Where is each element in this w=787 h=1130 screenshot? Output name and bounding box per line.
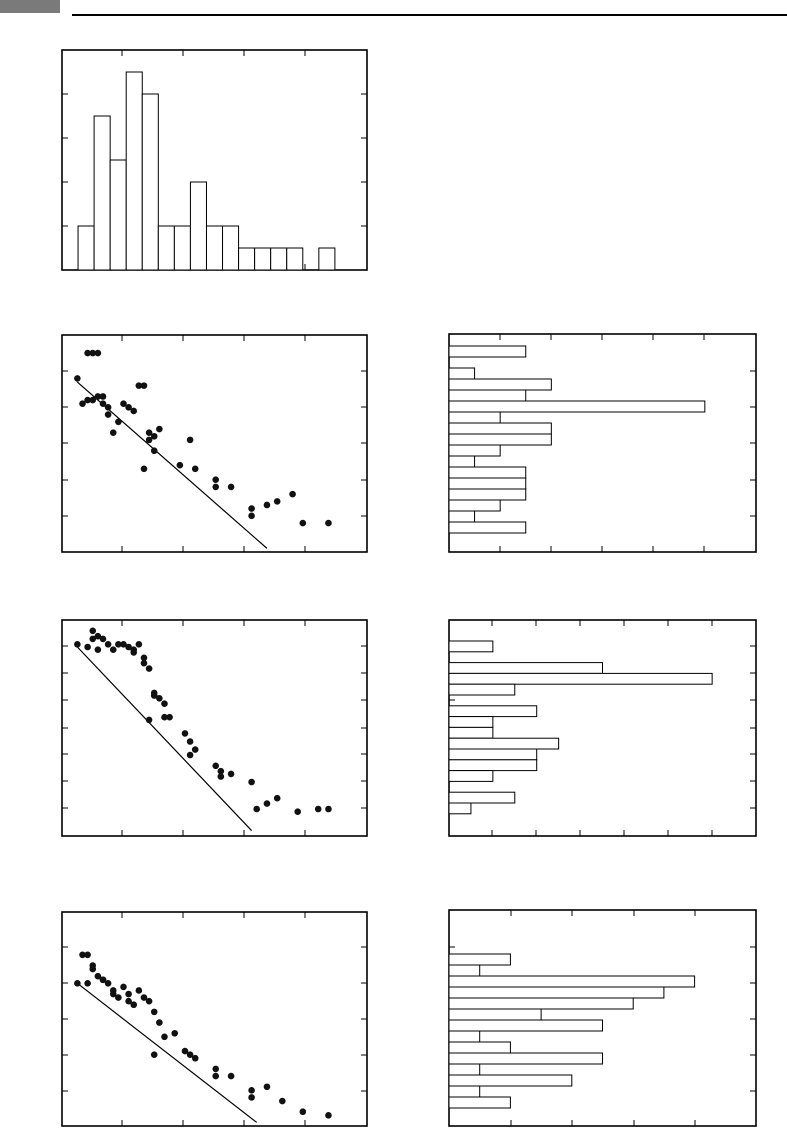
hist-bar xyxy=(319,248,335,270)
plot-frame xyxy=(62,620,367,836)
hbar-bar xyxy=(449,760,537,771)
data-point xyxy=(192,466,199,473)
data-point xyxy=(120,984,127,991)
hbar-bar xyxy=(449,1097,510,1108)
data-point xyxy=(294,808,301,815)
data-point xyxy=(151,1051,158,1058)
data-point xyxy=(156,426,163,433)
data-point xyxy=(95,350,102,357)
data-point xyxy=(151,1009,158,1016)
hbar-bar xyxy=(449,467,526,478)
hbar-bar xyxy=(449,1020,603,1031)
data-point xyxy=(177,462,184,469)
hist-bar xyxy=(206,226,222,270)
data-point xyxy=(192,746,199,753)
panel-hbar-2 xyxy=(449,620,756,836)
data-point xyxy=(89,966,96,973)
hbar-bar xyxy=(449,368,475,379)
hbar-bar xyxy=(449,346,526,357)
data-point xyxy=(248,513,255,520)
panel-scatter-2 xyxy=(62,620,367,836)
plot-frame xyxy=(62,335,367,552)
data-point xyxy=(228,484,235,491)
hist-bar xyxy=(255,248,271,270)
data-point xyxy=(95,646,102,653)
hbar-bar xyxy=(449,717,493,728)
data-point xyxy=(253,806,260,813)
hist-bar xyxy=(287,248,303,270)
hbar-bar xyxy=(449,1064,480,1075)
data-point xyxy=(218,773,225,780)
data-point xyxy=(274,795,281,802)
hbar-bar xyxy=(449,1009,541,1020)
data-point xyxy=(187,752,194,759)
data-point xyxy=(146,717,153,724)
hist-bar xyxy=(78,226,94,270)
data-point xyxy=(105,641,112,648)
data-point xyxy=(325,1112,332,1119)
data-point xyxy=(136,641,143,648)
regression-line xyxy=(77,983,256,1122)
hbar-bar xyxy=(449,522,526,533)
data-point xyxy=(156,1019,163,1026)
hbar-bar xyxy=(449,792,515,803)
data-point xyxy=(166,714,173,721)
panel-hbar-3 xyxy=(449,910,756,1126)
hbar-bar xyxy=(449,456,475,467)
panel-scatter-1 xyxy=(62,335,367,552)
data-point xyxy=(248,1087,255,1094)
data-point xyxy=(289,491,296,498)
data-point xyxy=(212,1066,219,1073)
data-point xyxy=(151,690,158,697)
hbar-bar xyxy=(449,998,633,1009)
hbar-bar xyxy=(449,489,526,500)
data-point xyxy=(156,695,163,702)
hbar-bar xyxy=(449,663,603,674)
data-point xyxy=(264,800,271,807)
data-point xyxy=(325,806,332,813)
data-point xyxy=(187,738,194,745)
data-point xyxy=(130,1001,137,1008)
data-point xyxy=(212,1073,219,1080)
hbar-bar xyxy=(449,1053,603,1064)
data-point xyxy=(151,447,158,454)
data-point xyxy=(171,1030,178,1037)
data-point xyxy=(192,1055,199,1062)
hbar-bar xyxy=(449,478,526,489)
hbar-bar xyxy=(449,641,493,652)
hbar-bar xyxy=(449,1086,480,1097)
panel-histogram xyxy=(62,50,367,270)
data-point xyxy=(141,466,148,473)
data-point xyxy=(105,980,112,987)
data-point xyxy=(315,806,322,813)
data-point xyxy=(325,520,332,527)
data-point xyxy=(110,646,117,653)
data-point xyxy=(264,502,271,509)
data-point xyxy=(212,763,219,770)
data-point xyxy=(74,375,81,382)
hbar-bar xyxy=(449,749,537,760)
data-point xyxy=(279,1098,286,1105)
hbar-bar xyxy=(449,390,526,401)
hbar-bar xyxy=(449,771,493,782)
data-point xyxy=(187,437,194,444)
data-point xyxy=(274,498,281,505)
hbar-bar xyxy=(449,434,551,445)
data-point xyxy=(146,998,153,1005)
hist-bar xyxy=(174,226,190,270)
hbar-bar xyxy=(449,976,695,987)
data-point xyxy=(248,505,255,512)
hbar-bar xyxy=(449,500,500,511)
hbar-bar xyxy=(449,803,471,814)
data-point xyxy=(130,408,137,415)
hbar-bar xyxy=(449,727,493,738)
hbar-bar xyxy=(449,511,475,522)
data-point xyxy=(84,952,91,959)
hbar-bar xyxy=(449,965,480,976)
data-point xyxy=(136,987,143,994)
hbar-bar xyxy=(449,423,551,434)
data-point xyxy=(115,419,122,426)
data-point xyxy=(110,429,117,436)
hbar-bar xyxy=(449,1042,510,1053)
data-point xyxy=(212,476,219,483)
data-point xyxy=(89,628,96,635)
hbar-bar xyxy=(449,684,515,695)
plot-frame xyxy=(62,912,367,1126)
data-point xyxy=(130,649,137,656)
panel-hbar-1 xyxy=(449,334,756,552)
data-point xyxy=(74,980,81,987)
data-point xyxy=(212,484,219,491)
data-point xyxy=(300,520,307,527)
plot-frame xyxy=(449,620,756,836)
hist-bar xyxy=(271,248,287,270)
hbar-bar xyxy=(449,673,712,684)
data-point xyxy=(115,994,122,1001)
data-point xyxy=(161,700,168,707)
hbar-bar xyxy=(449,401,705,412)
hist-bar xyxy=(223,226,239,270)
hbar-bar xyxy=(449,412,500,423)
data-point xyxy=(105,411,112,418)
hbar-bar xyxy=(449,379,551,390)
data-point xyxy=(161,1034,168,1041)
data-point xyxy=(300,1108,307,1115)
hbar-bar xyxy=(449,738,559,749)
hbar-bar xyxy=(449,706,537,717)
hist-bar xyxy=(190,182,206,270)
data-point xyxy=(248,1094,255,1101)
data-point xyxy=(125,991,132,998)
data-point xyxy=(100,393,107,400)
hbar-bar xyxy=(449,445,500,456)
data-point xyxy=(151,433,158,440)
data-point xyxy=(84,980,91,987)
data-point xyxy=(228,1073,235,1080)
data-point xyxy=(100,636,107,643)
data-point xyxy=(105,404,112,411)
hist-bar xyxy=(126,72,142,270)
hist-bar xyxy=(142,94,158,270)
data-point xyxy=(182,730,189,737)
data-point xyxy=(74,641,81,648)
panel-scatter-3 xyxy=(62,912,367,1126)
data-point xyxy=(228,771,235,778)
data-point xyxy=(141,660,148,667)
hist-bar xyxy=(158,226,174,270)
data-point xyxy=(264,1083,271,1090)
hbar-bar xyxy=(449,1075,572,1086)
data-point xyxy=(141,382,148,389)
data-point xyxy=(248,779,255,786)
hist-bar xyxy=(110,160,126,270)
data-point xyxy=(84,644,91,651)
data-point xyxy=(146,665,153,672)
hist-bar xyxy=(239,248,255,270)
regression-line xyxy=(77,647,251,831)
hbar-bar xyxy=(449,1031,480,1042)
hbar-bar xyxy=(449,987,664,998)
hbar-bar xyxy=(449,954,510,965)
hist-bar xyxy=(94,116,110,270)
